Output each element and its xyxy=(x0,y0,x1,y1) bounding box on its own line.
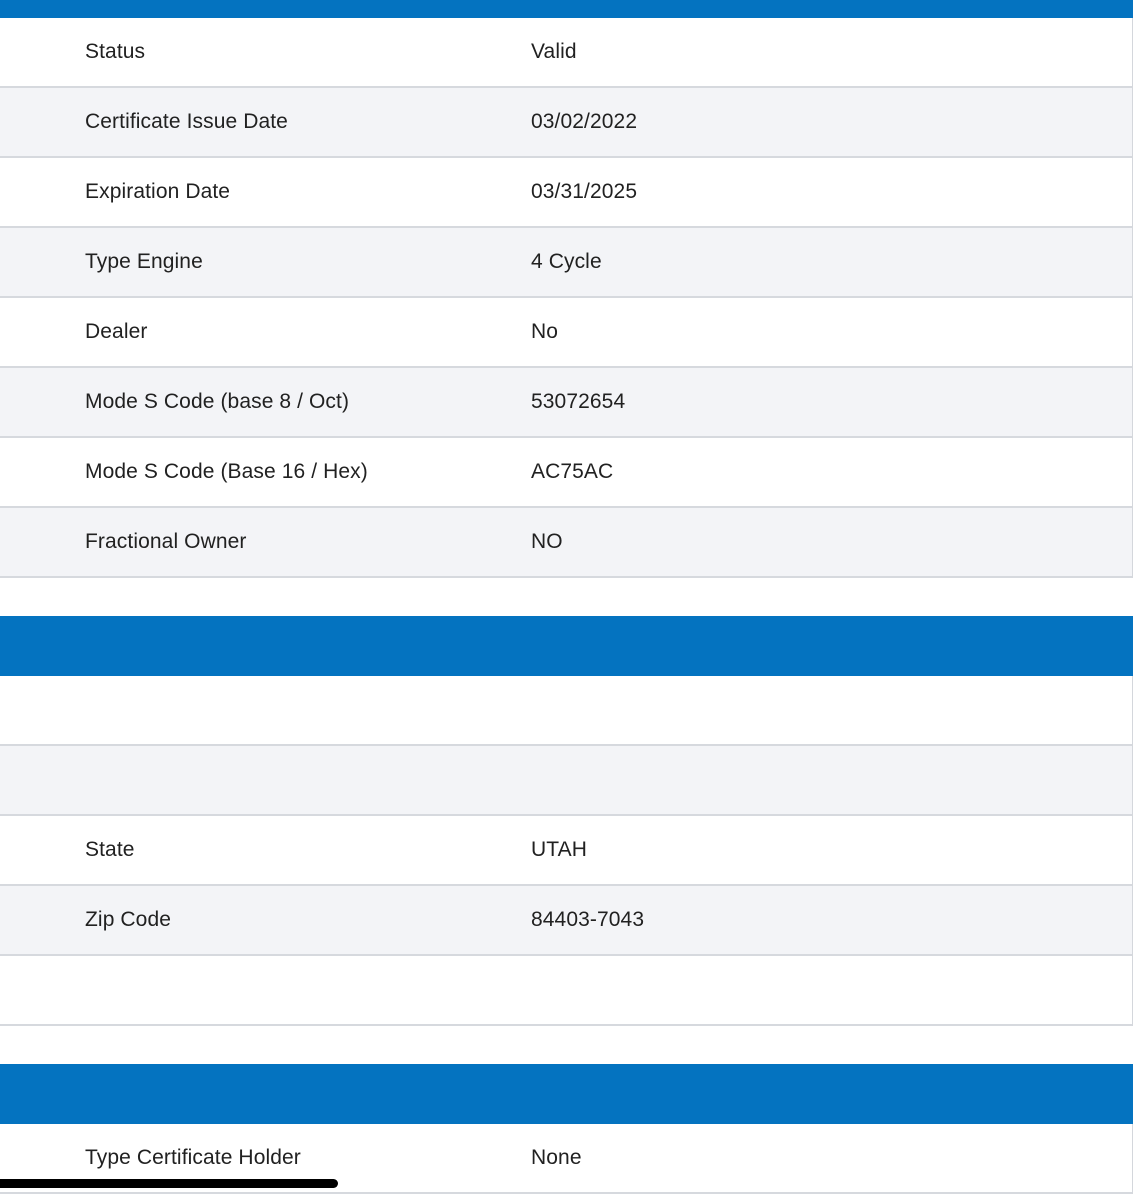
row-label: Type Engine xyxy=(85,250,203,273)
table-row-empty xyxy=(0,746,1132,816)
table-row-dealer xyxy=(0,298,1132,368)
row-label: Fractional Owner xyxy=(85,530,247,553)
section-gap xyxy=(0,578,1133,616)
row-value: 03/31/2025 xyxy=(531,180,638,203)
row-label: Status xyxy=(85,40,146,63)
table-row-expiration-date xyxy=(0,158,1132,228)
row-value: No xyxy=(531,320,559,343)
airworthiness-section-header xyxy=(0,1064,1133,1124)
row-label: Mode S Code (base 8 / Oct) xyxy=(85,390,350,413)
row-label: State xyxy=(85,838,135,861)
row-label: Expiration Date xyxy=(85,180,231,203)
table-row-status xyxy=(0,18,1132,88)
table-row-empty xyxy=(0,956,1132,1026)
table-row-type-engine xyxy=(0,228,1132,298)
table-row-state xyxy=(0,816,1132,886)
owner-section-header xyxy=(0,616,1133,676)
row-value: 03/02/2022 xyxy=(531,110,638,133)
row-value: 4 Cycle xyxy=(531,250,602,273)
row-value: Valid xyxy=(531,40,577,63)
row-label: Zip Code xyxy=(85,908,172,931)
table-row-fractional-owner xyxy=(0,508,1132,578)
owner-table xyxy=(0,676,1133,1026)
row-value: None xyxy=(531,1146,582,1169)
table-row-certificate-issue-date xyxy=(0,88,1132,158)
table-row-mode-s-code-octal xyxy=(0,368,1132,438)
home-indicator[interactable] xyxy=(0,1179,338,1188)
row-value: AC75AC xyxy=(531,460,614,483)
table-row-mode-s-code-hex xyxy=(0,438,1132,508)
table-row-zip-code xyxy=(0,886,1132,956)
row-value: 53072654 xyxy=(531,390,626,413)
row-value: UTAH xyxy=(531,838,588,861)
row-label: Certificate Issue Date xyxy=(85,110,288,133)
table-row-empty xyxy=(0,676,1132,746)
row-label: Dealer xyxy=(85,320,148,343)
registration-section-header xyxy=(0,0,1133,18)
row-label: Type Certificate Holder xyxy=(85,1146,301,1169)
row-label: Mode S Code (Base 16 / Hex) xyxy=(85,460,368,483)
section-gap xyxy=(0,1026,1133,1064)
row-value: 84403-7043 xyxy=(531,908,645,931)
row-value: NO xyxy=(531,530,563,553)
registration-table xyxy=(0,18,1133,578)
